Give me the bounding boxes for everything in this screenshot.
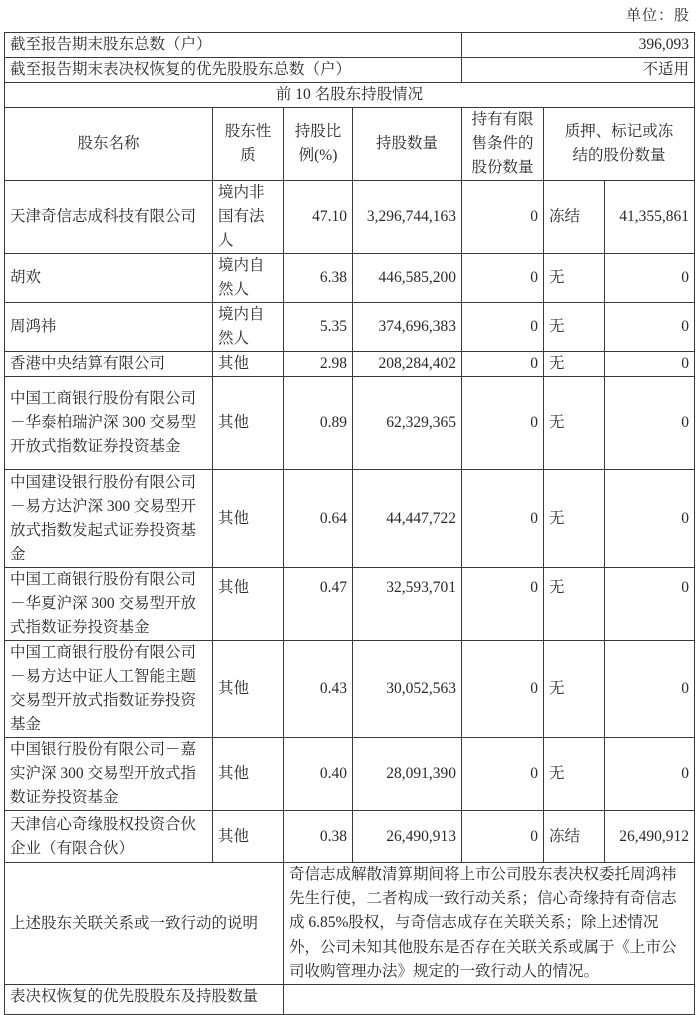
holder-restricted: 0 (462, 738, 544, 811)
pledge-status: 无 (544, 568, 605, 641)
header-restricted: 持有有限售条件的股份数量 (462, 108, 544, 181)
shareholder-table (4, 32, 695, 1015)
pledge-status: 无 (544, 303, 605, 352)
header-ratio: 持股比例(%) (284, 108, 353, 181)
pledge-shares: 0 (605, 641, 695, 738)
holder-nature: 其他 (213, 641, 284, 738)
holder-restricted: 0 (462, 181, 544, 254)
holder-restricted: 0 (462, 352, 544, 377)
pledge-shares: 0 (605, 568, 695, 641)
holder-shares: 374,696,383 (353, 303, 462, 352)
holder-ratio: 47.10 (284, 181, 353, 254)
pledge-status: 无 (544, 254, 605, 303)
relation-text: 奇信志成解散清算期间将上市公司股东表决权委托周鸿祎先生行使，二者构成一致行动关系；信心奇缘持有奇信志成 6.85%股权，与奇信志成存在关联关系；除上述情况外，公司未知其他股东是否存在关联关系或属于《上市公司收购管理办法》规定的一致行动人的情况。 (284, 863, 695, 985)
holder-nature: 境内非国有法人 (213, 181, 284, 254)
holder-name: 胡欢 (5, 254, 213, 303)
pledge-status: 无 (544, 470, 605, 568)
holder-ratio: 0.89 (284, 377, 353, 470)
holder-ratio: 5.35 (284, 303, 353, 352)
holder-shares: 26,490,913 (353, 811, 462, 863)
pledge-shares: 26,490,912 (605, 811, 695, 863)
holder-name: 周鸿祎 (5, 303, 213, 352)
holder-restricted: 0 (462, 811, 544, 863)
holder-shares: 44,447,722 (353, 470, 462, 568)
preferred-holders-row (5, 985, 695, 1015)
preferred-holders-label: 表决权恢复的优先股股东及持股数量 (5, 985, 284, 1015)
holder-name: 天津信心奇缘股权投资合伙企业（有限合伙） (5, 811, 213, 863)
pledge-shares: 0 (605, 377, 695, 470)
summary-value: 不适用 (462, 58, 695, 83)
holder-name: 中国工商银行股份有限公司－易方达中证人工智能主题交易型开放式指数证券投资基金 (5, 641, 213, 738)
holder-shares: 208,284,402 (353, 352, 462, 377)
holder-restricted: 0 (462, 303, 544, 352)
table-row (5, 352, 695, 377)
holder-ratio: 0.47 (284, 568, 353, 641)
header-pledge: 质押、标记或冻结的股份数量 (544, 108, 695, 181)
pledge-shares: 0 (605, 352, 695, 377)
holder-shares: 62,329,365 (353, 377, 462, 470)
holder-nature: 其他 (213, 811, 284, 863)
holder-nature: 其他 (213, 352, 284, 377)
pledge-status: 无 (544, 352, 605, 377)
holder-shares: 30,052,563 (353, 641, 462, 738)
holder-ratio: 0.38 (284, 811, 353, 863)
holder-shares: 3,296,744,163 (353, 181, 462, 254)
pledge-status: 冻结 (544, 181, 605, 254)
pledge-shares: 0 (605, 254, 695, 303)
pledge-status: 冻结 (544, 811, 605, 863)
relation-label: 上述股东关联关系或一致行动的说明 (5, 863, 284, 985)
table-row (5, 470, 695, 568)
summary-value: 396,093 (462, 33, 695, 58)
table-row (5, 254, 695, 303)
relation-row (5, 863, 695, 985)
holder-nature: 其他 (213, 377, 284, 470)
holder-shares: 28,091,390 (353, 738, 462, 811)
table-row (5, 811, 695, 863)
summary-row-total-holders (5, 33, 695, 58)
pledge-shares: 0 (605, 470, 695, 568)
pledge-status: 无 (544, 377, 605, 470)
table-row (5, 181, 695, 254)
holder-name: 中国工商银行股份有限公司－华泰柏瑞沪深 300 交易型开放式指数证券投资基金 (5, 377, 213, 470)
header-shares: 持股数量 (353, 108, 462, 181)
holder-shares: 446,585,200 (353, 254, 462, 303)
holder-nature: 境内自然人 (213, 254, 284, 303)
holder-ratio: 0.64 (284, 470, 353, 568)
header-name: 股东名称 (5, 108, 213, 181)
table-row (5, 568, 695, 641)
summary-label: 截至报告期末股东总数（户） (5, 33, 462, 58)
section-title-row (5, 83, 695, 108)
holder-restricted: 0 (462, 254, 544, 303)
holder-name: 中国建设银行股份有限公司－易方达沪深 300 交易型开放式指数发起式证券投资基金 (5, 470, 213, 568)
unit-label: 单位：股 (625, 8, 690, 24)
holder-shares: 32,593,701 (353, 568, 462, 641)
pledge-shares: 0 (605, 738, 695, 811)
table-row (5, 641, 695, 738)
holder-ratio: 2.98 (284, 352, 353, 377)
holder-nature: 境内自然人 (213, 303, 284, 352)
holder-name: 天津奇信志成科技有限公司 (5, 181, 213, 254)
pledge-shares: 0 (605, 303, 695, 352)
holder-ratio: 6.38 (284, 254, 353, 303)
holder-restricted: 0 (462, 470, 544, 568)
holder-nature: 其他 (213, 568, 284, 641)
holder-nature: 其他 (213, 470, 284, 568)
header-nature: 股东性质 (213, 108, 284, 181)
summary-row-preferred-holders (5, 58, 695, 83)
section-title: 前 10 名股东持股情况 (5, 83, 695, 108)
holder-ratio: 0.40 (284, 738, 353, 811)
table-row (5, 738, 695, 811)
header-row (5, 108, 695, 181)
holder-restricted: 0 (462, 641, 544, 738)
holder-restricted: 0 (462, 568, 544, 641)
holder-name: 香港中央结算有限公司 (5, 352, 213, 377)
summary-label: 截至报告期末表决权恢复的优先股股东总数（户） (5, 58, 462, 83)
holder-ratio: 0.43 (284, 641, 353, 738)
pledge-shares: 41,355,861 (605, 181, 695, 254)
table-row (5, 303, 695, 352)
holder-name: 中国银行股份有限公司－嘉实沪深 300 交易型开放式指数证券投资基金 (5, 738, 213, 811)
holder-restricted: 0 (462, 377, 544, 470)
holder-nature: 其他 (213, 738, 284, 811)
holder-name: 中国工商银行股份有限公司－华夏沪深 300 交易型开放式指数证券投资基金 (5, 568, 213, 641)
preferred-holders-value (284, 985, 695, 1015)
pledge-status: 无 (544, 738, 605, 811)
pledge-status: 无 (544, 641, 605, 738)
table-row (5, 377, 695, 470)
